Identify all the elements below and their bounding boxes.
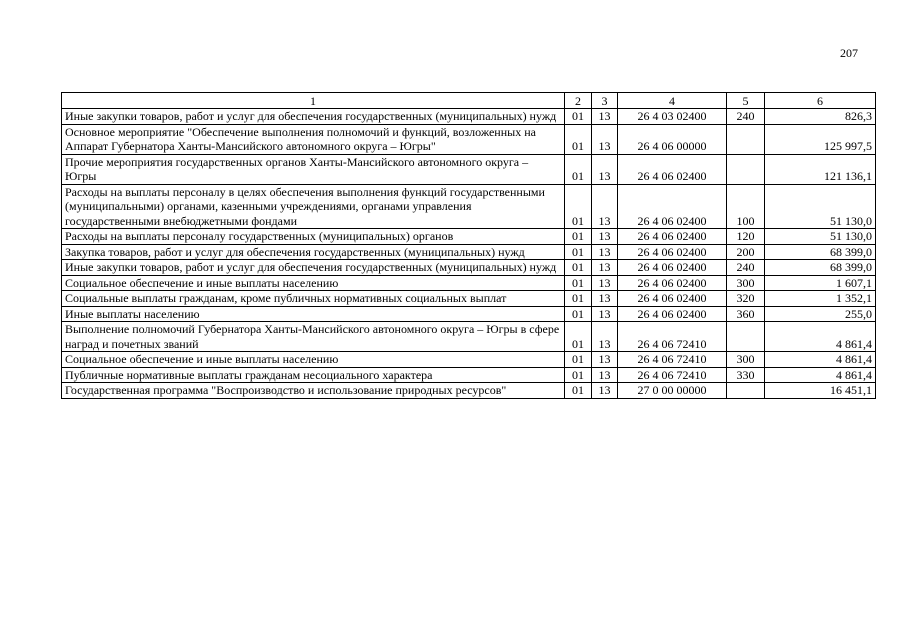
row-section: 01 — [565, 109, 592, 125]
row-subsection: 13 — [592, 291, 618, 307]
table-row — [62, 367, 876, 383]
row-section: 01 — [565, 306, 592, 322]
row-description: Прочие мероприятия государственных органов Ханты-Мансийского автономного округа – Югры — [62, 154, 565, 184]
table-row — [62, 184, 876, 229]
row-amount: 255,0 — [765, 306, 876, 322]
row-amount: 1 607,1 — [765, 275, 876, 291]
row-subsection: 13 — [592, 260, 618, 276]
row-section: 01 — [565, 291, 592, 307]
row-target-code: 26 4 06 72410 — [618, 352, 727, 368]
row-amount: 121 136,1 — [765, 154, 876, 184]
row-description: Публичные нормативные выплаты гражданам несоциального характера — [62, 367, 565, 383]
row-expense-type: 200 — [727, 244, 765, 260]
table-row — [62, 322, 876, 352]
row-description: Расходы на выплаты персоналу в целях обеспечения выполнения функций государственными (муниципальными) органами, казенными учреждениями, органами управления государственными внебюджетными фондами — [62, 184, 565, 229]
row-section: 01 — [565, 367, 592, 383]
row-target-code: 26 4 06 00000 — [618, 124, 727, 154]
row-amount: 68 399,0 — [765, 260, 876, 276]
table-row — [62, 109, 876, 125]
row-expense-type: 300 — [727, 352, 765, 368]
row-target-code: 26 4 06 02400 — [618, 229, 727, 245]
row-expense-type — [727, 383, 765, 399]
row-subsection: 13 — [592, 154, 618, 184]
row-section: 01 — [565, 154, 592, 184]
table-row — [62, 383, 876, 399]
row-target-code: 26 4 06 02400 — [618, 154, 727, 184]
row-section: 01 — [565, 352, 592, 368]
table-row — [62, 124, 876, 154]
row-amount: 51 130,0 — [765, 184, 876, 229]
row-subsection: 13 — [592, 322, 618, 352]
row-target-code: 26 4 06 02400 — [618, 291, 727, 307]
row-target-code: 26 4 06 02400 — [618, 184, 727, 229]
table-row — [62, 154, 876, 184]
row-description: Социальное обеспечение и иные выплаты населению — [62, 275, 565, 291]
column-header-2: 2 — [565, 93, 592, 109]
row-section: 01 — [565, 383, 592, 399]
row-description: Расходы на выплаты персоналу государственных (муниципальных) органов — [62, 229, 565, 245]
row-section: 01 — [565, 244, 592, 260]
column-header-1: 1 — [62, 93, 565, 109]
row-amount: 4 861,4 — [765, 322, 876, 352]
row-description: Иные закупки товаров, работ и услуг для обеспечения государственных (муниципальных) нужд — [62, 109, 565, 125]
row-expense-type: 360 — [727, 306, 765, 322]
column-header-4: 4 — [618, 93, 727, 109]
row-description: Иные закупки товаров, работ и услуг для обеспечения государственных (муниципальных) нужд — [62, 260, 565, 276]
row-description: Иные выплаты населению — [62, 306, 565, 322]
row-subsection: 13 — [592, 109, 618, 125]
row-expense-type: 300 — [727, 275, 765, 291]
row-subsection: 13 — [592, 184, 618, 229]
row-expense-type — [727, 154, 765, 184]
row-target-code: 27 0 00 00000 — [618, 383, 727, 399]
row-section: 01 — [565, 260, 592, 276]
row-expense-type — [727, 322, 765, 352]
table-row — [62, 260, 876, 276]
row-amount: 4 861,4 — [765, 352, 876, 368]
row-expense-type: 100 — [727, 184, 765, 229]
table-row — [62, 352, 876, 368]
table-row — [62, 306, 876, 322]
page-number: 207 — [840, 46, 858, 60]
table-row — [62, 244, 876, 260]
row-description: Социальное обеспечение и иные выплаты населению — [62, 352, 565, 368]
row-amount: 826,3 — [765, 109, 876, 125]
row-target-code: 26 4 06 72410 — [618, 322, 727, 352]
row-description: Выполнение полномочий Губернатора Ханты-Мансийского автономного округа – Югры в сфере наград и почетных званий — [62, 322, 565, 352]
row-target-code: 26 4 06 02400 — [618, 260, 727, 276]
column-header-3: 3 — [592, 93, 618, 109]
row-amount: 51 130,0 — [765, 229, 876, 245]
row-description: Государственная программа "Воспроизводство и использование природных ресурсов" — [62, 383, 565, 399]
row-section: 01 — [565, 275, 592, 291]
row-section: 01 — [565, 229, 592, 245]
row-expense-type — [727, 124, 765, 154]
row-expense-type: 320 — [727, 291, 765, 307]
row-target-code: 26 4 06 02400 — [618, 275, 727, 291]
row-subsection: 13 — [592, 124, 618, 154]
table-row — [62, 275, 876, 291]
row-amount: 16 451,1 — [765, 383, 876, 399]
row-expense-type: 330 — [727, 367, 765, 383]
row-amount: 4 861,4 — [765, 367, 876, 383]
table-row — [62, 229, 876, 245]
row-description: Основное мероприятие "Обеспечение выполнения полномочий и функций, возложенных на Аппарат Губернатора Ханты-Мансийского автономного округа – Югры" — [62, 124, 565, 154]
row-subsection: 13 — [592, 352, 618, 368]
row-amount: 1 352,1 — [765, 291, 876, 307]
row-amount: 125 997,5 — [765, 124, 876, 154]
column-header-5: 5 — [727, 93, 765, 109]
row-amount: 68 399,0 — [765, 244, 876, 260]
row-subsection: 13 — [592, 275, 618, 291]
row-description: Закупка товаров, работ и услуг для обеспечения государственных (муниципальных) нужд — [62, 244, 565, 260]
column-header-6: 6 — [765, 93, 876, 109]
row-expense-type: 240 — [727, 260, 765, 276]
row-section: 01 — [565, 322, 592, 352]
table-row — [62, 291, 876, 307]
row-description: Социальные выплаты гражданам, кроме публичных нормативных социальных выплат — [62, 291, 565, 307]
budget-table — [61, 92, 876, 399]
row-expense-type: 240 — [727, 109, 765, 125]
row-subsection: 13 — [592, 244, 618, 260]
row-subsection: 13 — [592, 306, 618, 322]
row-subsection: 13 — [592, 229, 618, 245]
row-target-code: 26 4 06 72410 — [618, 367, 727, 383]
row-target-code: 26 4 06 02400 — [618, 244, 727, 260]
row-section: 01 — [565, 124, 592, 154]
row-section: 01 — [565, 184, 592, 229]
row-subsection: 13 — [592, 383, 618, 399]
row-expense-type: 120 — [727, 229, 765, 245]
row-target-code: 26 4 03 02400 — [618, 109, 727, 125]
row-target-code: 26 4 06 02400 — [618, 306, 727, 322]
table-header-row — [62, 93, 876, 109]
row-subsection: 13 — [592, 367, 618, 383]
